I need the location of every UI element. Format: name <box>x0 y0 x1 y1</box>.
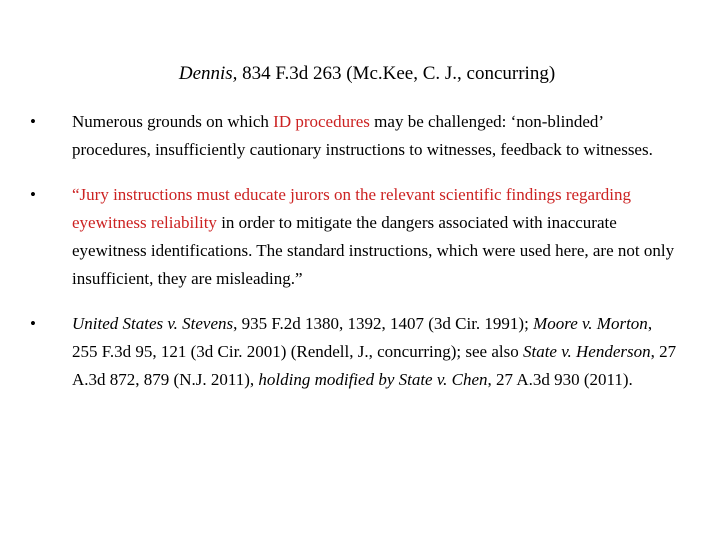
bullet-text: Numerous grounds on which <box>72 112 274 131</box>
case-name-stevens: United States v. Stevens <box>72 314 234 333</box>
bullet-item-id-procedures <box>30 108 680 164</box>
citation-text: , 255 F.3d 95, 121 (3d Cir. 2001) (Rendell, J., concurring); see also <box>72 314 653 361</box>
case-name-moore: Moore v. Morton <box>533 314 648 333</box>
bullet-item-citations <box>30 310 680 394</box>
title-case-name: Dennis, <box>178 63 238 84</box>
citation-text: , 27 A.3d 872, 879 (N.J. 2011), <box>72 342 677 389</box>
title-citation: 834 F.3d 263 (Mc.Kee, C. J., concurring) <box>237 63 556 84</box>
slide-title <box>0 60 720 88</box>
citation-text: , 935 F.2d 1380, 1392, 1407 (3d Cir. 1991); <box>233 314 534 333</box>
bullet-list <box>30 108 680 394</box>
citation-text: , 27 A.3d 930 (2011). <box>487 370 633 389</box>
bullet-dot: • <box>30 314 36 333</box>
bullet-highlight: “Jury instructions must educate jurors on the relevant scientific findings regarding eyewitness reliability <box>72 185 631 232</box>
bullet-text: in order to mitigate the dangers associated with inaccurate eyewitness identifications. The standard instructions, which were used here, are not only insufficient, they are misleading.” <box>72 213 675 288</box>
case-name-henderson: State v. Henderson <box>522 342 651 361</box>
bullet-dot: • <box>30 185 36 204</box>
bullet-dot: • <box>30 112 36 131</box>
bullet-item-jury-instructions <box>30 181 680 293</box>
case-name-chen: holding modified by State v. Chen <box>258 370 488 389</box>
bullet-highlight: ID procedures <box>273 112 370 131</box>
bullet-text: may be challenged: ‘non-blinded’ procedures, insufficiently cautionary instructions to witnesses, feedback to witnesses. <box>72 112 653 159</box>
